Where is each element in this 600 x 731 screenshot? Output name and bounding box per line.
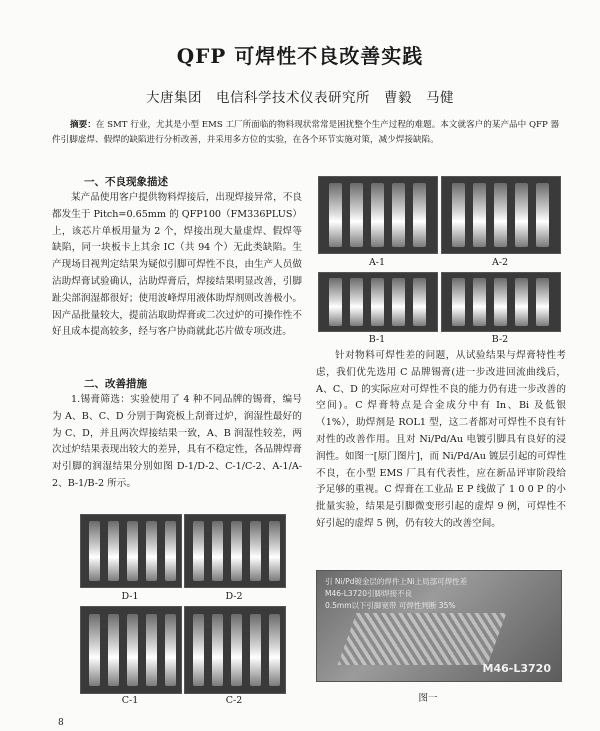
photo-b2	[441, 272, 561, 332]
photo-b1	[318, 272, 438, 332]
fig1-line1: 引 Ni/Pd镀金层的焊件上Ni上局部可焊性差	[325, 577, 468, 586]
section2-heading: 二、改善措施	[84, 378, 147, 390]
right-paragraph: 针对物料可焊性差的问题，从试验结果与焊膏特性考虑，我们优先选用 C 品牌锡膏(进一步改进回流曲线后，A、C、D 的实际应对可焊性不良的能力仍有进一步改善的空间)。C 焊膏特点是合金成分中有 In、Bi 及低银（1%），助焊剂是 ROL1 型，这二者都对可焊性不良有针对性的改善作用。且对 Ni/Pd/Au 电镀引脚具有良好的浸润性。如图一[原门图片]，而 Ni/Pd/Au 镀层引起的可焊性不良，在小型 EMS 厂具有代表性，应在新品评审阶段给予足够的重视。C 焊膏在工业品 E P 线做了 1 0 0 P 的小批量实验，结果是引脚微变形引起的虚焊 9 例，可焊性不好引起的虚焊 5 例，仍有较大的改善空间。	[316, 350, 566, 529]
caption-d1: D-1	[121, 591, 139, 602]
photo-a2	[441, 176, 561, 254]
fig1-line3: 0.5mm以下引脚宽带 可焊性判断 35%	[325, 601, 456, 610]
fig1-board	[338, 613, 507, 665]
caption-b1: B-1	[368, 334, 386, 345]
section1-paragraph: 某产品使用客户提供物料焊接后，出现焊接异常，不良都发生于 Pitch=0.65mm 的 QFP100（FM336PLUS）上，该芯片单板用量为 2 个，焊接出现大量虚焊、假焊等缺陷，同一块板卡上其余 IC（共 94 个）无此类缺陷。生产现场目视判定结果为疑似引脚可焊性不良，由生产人员做沾助焊膏试验确认，沾助焊膏后，焊接结果明显改善，引脚趾尖部润湿都很好；使用波峰焊用液体助焊剂则改善极小。因产品批量较大，提前沾取助焊膏或二次过炉的可操作性不好且成本提高较多，经与客户协商就此芯片做专项改进。	[52, 192, 302, 338]
figure-1-image	[316, 570, 562, 682]
figure-1-caption: 图一	[418, 693, 438, 704]
caption-c1: C-1	[121, 695, 139, 706]
abstract-label: 摘要：	[70, 120, 96, 130]
authors: 大唐集团 电信科学技术仪表研究所 曹毅 马健	[146, 90, 454, 106]
abstract	[52, 118, 560, 148]
section1-heading: 一、不良现象描述	[84, 176, 168, 188]
photo-c2	[184, 606, 286, 694]
photo-d2	[184, 514, 286, 588]
caption-a2: A-2	[491, 257, 509, 268]
section2-paragraph: 1.锡膏筛选：实验使用了 4 种不同品牌的锡膏，编号为 A、B、C、D 分别于陶瓷板上刮膏过炉，润湿性最好的为 C、D，并且两次焊接结果一致，A、B 润湿性较差，两次过炉结果表现出较大的差异，具有不稳定性，各品牌焊膏对引脚的润湿结果分别如图 D-1/D-2、C-1/C-2、A-1/A-2、B-1/B-2 所示。	[52, 394, 302, 489]
fig1-part-number: M46-L3720	[482, 662, 551, 675]
photo-c1	[80, 606, 182, 694]
caption-a1: A-1	[368, 257, 386, 268]
page-title: QFP 可焊性不良改善实践	[176, 44, 424, 68]
caption-d2: D-2	[225, 591, 243, 602]
caption-b2: B-2	[491, 334, 509, 345]
photo-a1	[318, 176, 438, 254]
caption-c2: C-2	[225, 695, 243, 706]
page-number: 8	[58, 718, 64, 728]
photo-d1	[80, 514, 182, 588]
fig1-line2: M46-L3720引脚焊接不良	[325, 589, 412, 598]
abstract-text: 在 SMT 行业，尤其是小型 EMS 工厂所面临的物料现状常常是困扰整个生产过程的难题。本文就客户的某产品中 QFP 器件引脚虚焊、假焊的缺陷进行分析改善，并采用多方位的实验，在各个环节实施对策，减少焊接缺陷。	[52, 120, 560, 145]
